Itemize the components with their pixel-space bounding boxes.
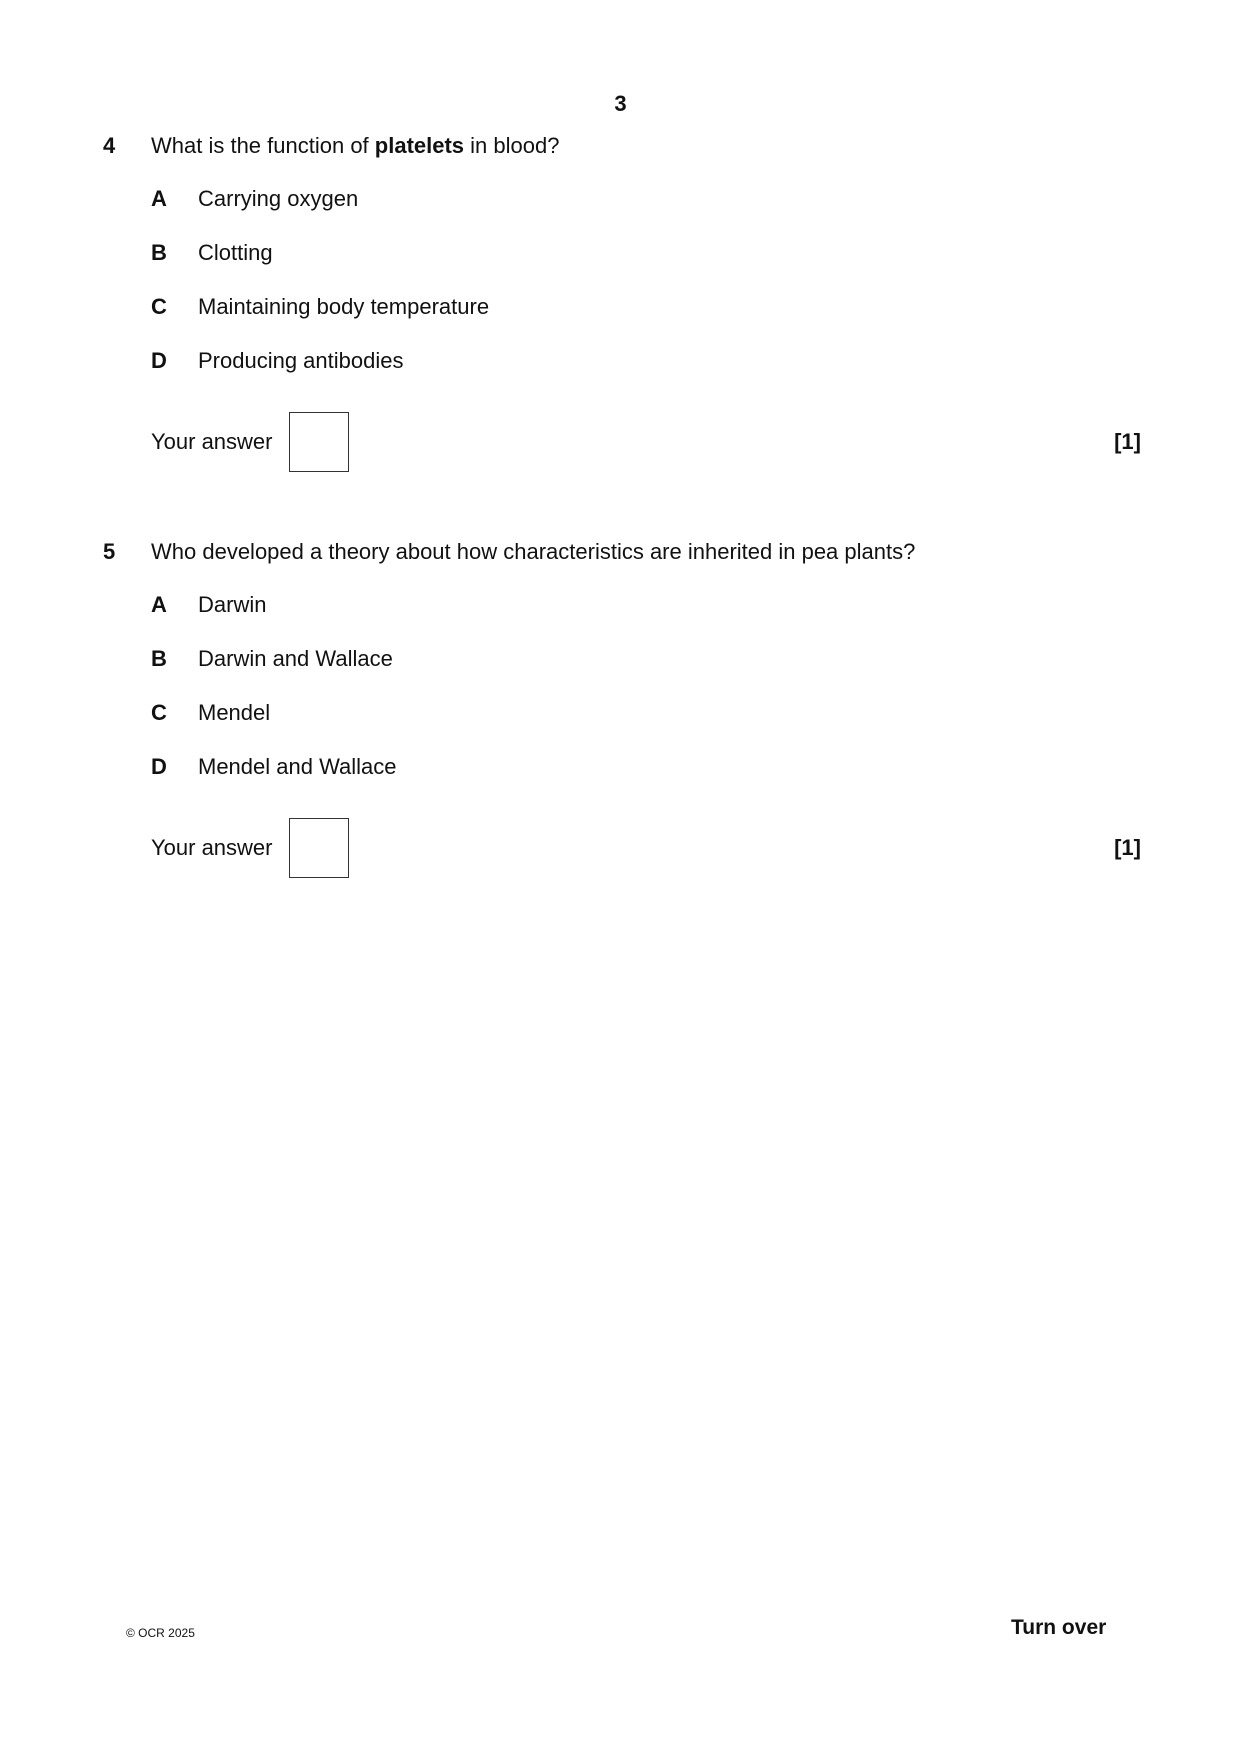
answer-row bbox=[151, 818, 1141, 878]
question-stem bbox=[151, 133, 559, 159]
question-number: 5 bbox=[103, 539, 116, 564]
question-stem-text-end: in blood? bbox=[464, 133, 560, 158]
question-stem-text: What is the function of bbox=[151, 133, 375, 158]
option-text: Clotting bbox=[198, 240, 273, 265]
page-number: 3 bbox=[614, 91, 627, 116]
option-letter: D bbox=[151, 348, 167, 373]
option-b bbox=[151, 240, 273, 266]
option-letter: B bbox=[151, 240, 167, 265]
option-text: Darwin bbox=[198, 592, 267, 617]
option-letter: C bbox=[151, 294, 167, 319]
answer-label: Your answer bbox=[151, 835, 273, 860]
marks-label: [1] bbox=[1114, 429, 1141, 454]
answer-box[interactable] bbox=[289, 818, 349, 878]
footer-copyright: © OCR 2025 bbox=[126, 1626, 195, 1640]
option-text: Darwin and Wallace bbox=[198, 646, 393, 671]
footer-turn-over: Turn over bbox=[1011, 1616, 1107, 1639]
question-stem bbox=[151, 539, 915, 565]
option-d bbox=[151, 754, 397, 780]
option-b bbox=[151, 646, 393, 672]
question-stem-text: Who developed a theory about how characteristics are inherited in pea plants? bbox=[151, 539, 916, 564]
option-d bbox=[151, 348, 403, 374]
option-letter: B bbox=[151, 646, 167, 671]
option-letter: D bbox=[151, 754, 167, 779]
option-letter: A bbox=[151, 592, 167, 617]
option-text: Mendel bbox=[198, 700, 271, 725]
option-text: Maintaining body temperature bbox=[198, 294, 490, 319]
option-text: Producing antibodies bbox=[198, 348, 404, 373]
option-c bbox=[151, 294, 489, 320]
answer-box[interactable] bbox=[289, 412, 349, 472]
option-a bbox=[151, 592, 266, 618]
answer-label: Your answer bbox=[151, 429, 273, 454]
question-stem-keyword: platelets bbox=[374, 133, 465, 158]
answer-row bbox=[151, 412, 1141, 472]
option-c bbox=[151, 700, 270, 726]
option-text: Mendel and Wallace bbox=[198, 754, 397, 779]
option-text: Carrying oxygen bbox=[198, 186, 359, 211]
option-letter: C bbox=[151, 700, 167, 725]
marks-label: [1] bbox=[1114, 835, 1141, 860]
option-a bbox=[151, 186, 358, 212]
option-letter: A bbox=[151, 186, 167, 211]
question-number: 4 bbox=[103, 133, 116, 158]
